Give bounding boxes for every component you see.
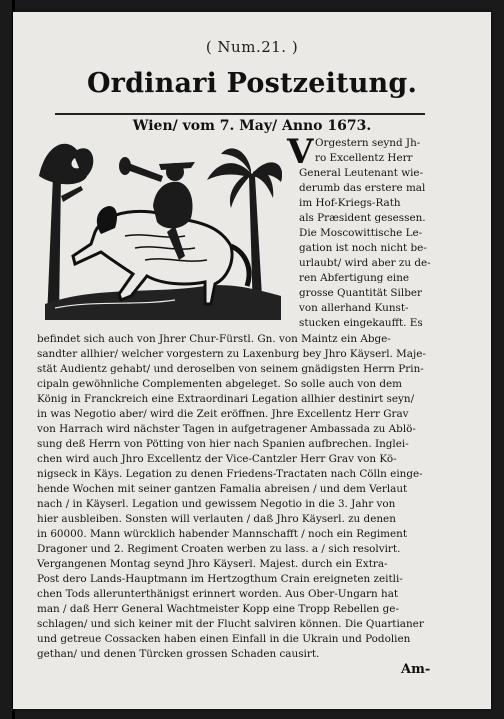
article-column-line: ro Excellentz Herr	[315, 152, 413, 164]
article-line: von Harrach wird nächster Tagen in aufgetragener Ambassada zu Ablö-	[37, 423, 416, 435]
article-column-line: Die Moscowittische Le-	[299, 227, 423, 239]
article-column-line: grosse Quantität Silber	[299, 287, 422, 299]
article-line: sung deß Herrn von Pötting von hier nach Spanien aufbrechen. Inglei-	[37, 438, 409, 450]
article-column-line: ren Abfertigung eine	[299, 272, 410, 284]
article-line: schlagen/ und sich keiner mit der Flucht salviren können. Die Quartianer	[37, 618, 424, 630]
article-line: hier ausbleiben. Sonsten will verlauten / daß Jhro Käyserl. zu denen	[37, 513, 396, 525]
drop-cap: V	[287, 132, 314, 172]
masthead-rule	[55, 113, 425, 115]
article-line: chen wird auch Jhro Excellentz der Vice-Cantzler Herr Grav von Kö-	[37, 453, 397, 465]
article-line: sandter allhier/ welcher vorgestern zu Laxenburg bey Jhro Käyserl. Maje-	[37, 348, 426, 360]
article-line: Vergangenen Montag seynd Jhro Käyserl. Majest. durch ein Extra-	[37, 558, 388, 570]
article-line: befindet sich auch von Jhrer Chur-Fürstl. Gn. von Maintz ein Abge-	[37, 333, 391, 345]
article-column-line: als Præsident gesessen.	[299, 212, 426, 224]
article-line: in was Negotio aber/ wird die Zeit eröffnen. Jhre Excellentz Herr Grav	[37, 408, 409, 420]
article-column-line: urlaubt/ wird aber zu de-	[299, 257, 431, 269]
article-line: und getreue Cossacken haben einen Einfall in die Ukrain und Podolien	[37, 633, 411, 645]
article-line: stät Audientz gehabt/ und deroselben von seinem gnädigsten Herrn Prin-	[37, 363, 424, 375]
article-column-line: stucken eingekaufft. Es	[299, 317, 423, 329]
article-line: hende Wochen mit seiner gantzen Famalia abreisen / und dem Verlaut	[37, 483, 408, 495]
article-line: gethan/ und denen Türcken grossen Schaden causirt.	[37, 648, 320, 660]
article-column-line: derumb das erstere mal	[299, 182, 426, 194]
article-column-line: von allerhand Kunst-	[299, 302, 409, 314]
masthead-title: Ordinari Postzeitung.	[86, 68, 418, 99]
article-line: nach / in Käyserl. Legation und gewissem Negotio in die 3. Jahr von	[37, 498, 396, 510]
article-line: nigseck in Käys. Legation zu denen Friedens-Tractaten nach Cölln einge-	[37, 468, 423, 480]
article-column-line: gation ist noch nicht be-	[299, 242, 427, 254]
article-line: cipaln gewöhnliche Complementen abgeleget. So solle auch von dem	[37, 378, 402, 390]
newspaper-page	[13, 12, 491, 709]
catchword: Am-	[401, 662, 431, 677]
article-line: Dragoner und 2. Regiment Croaten werben zu lass. a / sich resolvirt.	[37, 543, 401, 555]
article-column-line: Orgestern seynd Jh-	[315, 137, 421, 149]
tree-left-icon	[39, 144, 93, 318]
woodcut-horse-rider-icon	[35, 136, 282, 320]
article-line: Post dero Lands-Hauptmann im Hertzogthum Crain ereigneten zeitli-	[37, 573, 403, 585]
article-line: König in Franckreich eine Extraordinari Legation allhier destinirt seyn/	[37, 393, 415, 405]
article-column-line: im Hof-Kriegs-Rath	[299, 197, 401, 209]
article-column-line: General Leutenant wie-	[299, 167, 424, 179]
dateline: Wien/ vom 7. May/ Anno 1673.	[132, 118, 372, 134]
article-line: chen Tods allerunterthänigst erinnert worden. Aus Ober-Ungarn hat	[37, 588, 399, 600]
article-line: in 60000. Mann würcklich habender Mannschafft / noch ein Regiment	[37, 528, 408, 540]
article-line: man / daß Herr General Wachtmeister Kopp eine Tropp Rebellen ge-	[37, 603, 399, 615]
issue-number: ( Num.21. )	[205, 38, 299, 56]
